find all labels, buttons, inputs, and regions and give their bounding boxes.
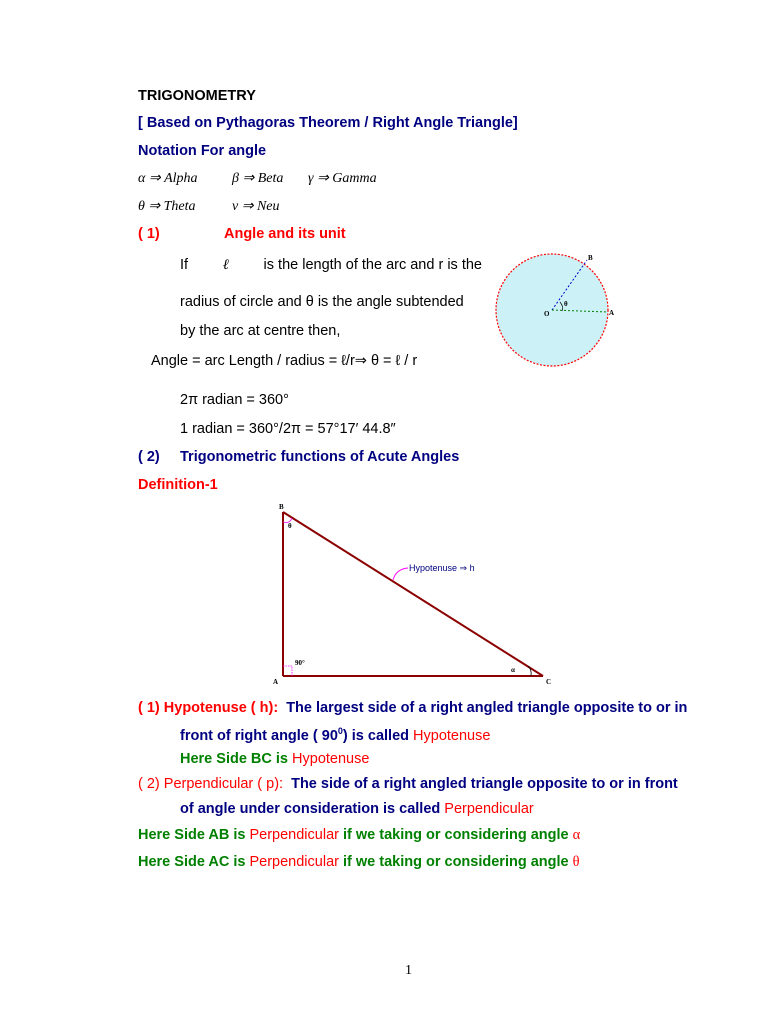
def1-text2a: front of right angle ( 90 — [180, 727, 338, 744]
circle-label-b: B — [588, 254, 593, 262]
notation-alpha: α ⇒ Alpha — [138, 171, 198, 186]
triangle-label-alpha: α — [511, 666, 515, 674]
page-number: 1 — [405, 963, 412, 978]
def1-text2b: ) is called — [342, 727, 409, 744]
def2-ab-d: α — [572, 827, 581, 843]
def1-line1 — [138, 700, 687, 716]
angle-formula: Angle = arc Length / radius = ℓ/r⇒ θ = ℓ / r — [151, 353, 418, 369]
definition-heading: Definition-1 — [138, 477, 218, 493]
hypotenuse-label: Hypotenuse ⇒ h — [409, 563, 475, 573]
def1-text2c: Hypotenuse — [413, 727, 491, 744]
triangle-label-c: C — [546, 678, 552, 686]
def2-ab-a: Here Side AB is — [138, 827, 246, 843]
def2-text1: The side of a right angled triangle opposite to or in front — [291, 776, 678, 792]
notation-nu: ν ⇒ Neu — [232, 199, 280, 214]
circle-label-o: O — [544, 310, 550, 318]
radian-equation-1: 2π radian = 360° — [180, 392, 289, 408]
section1-line3: by the arc at centre then, — [180, 323, 341, 339]
circle-diagram — [490, 246, 620, 376]
def2-line2 — [180, 801, 534, 817]
def2-ac-d: θ — [572, 854, 580, 870]
def2-ac-a: Here Side AC is — [138, 854, 246, 870]
side-bc-hypotenuse — [283, 512, 543, 676]
notation-heading: Notation For angle — [138, 143, 267, 159]
def1-here-line — [180, 751, 369, 767]
def1-superscript: 0 — [337, 726, 343, 736]
triangle-diagram — [270, 498, 560, 688]
def2-term: ( 2) Perpendicular ( p): — [138, 776, 284, 792]
def2-line1 — [138, 776, 678, 792]
def2-ac-c: if we taking or considering angle — [343, 854, 569, 870]
def2-text2a: of angle under consideration is called — [180, 801, 441, 817]
section1-line1 — [180, 257, 482, 274]
section1-number: ( 1) — [138, 226, 160, 242]
def2-ab-c: if we taking or considering angle — [343, 827, 569, 843]
section2-heading: Trigonometric functions of Acute Angles — [180, 449, 460, 465]
def1-here-a: Here Side BC is — [180, 751, 288, 767]
def1-text1: The largest side of a right angled triangle opposite to or in — [286, 700, 688, 716]
section1-line2: radius of circle and θ is the angle subtended — [180, 294, 464, 310]
hypotenuse-pointer — [393, 568, 408, 580]
notation-theta: θ ⇒ Theta — [138, 199, 196, 214]
circle-label-a: A — [609, 309, 615, 317]
right-angle-mark — [283, 666, 292, 676]
notation-gamma: γ ⇒ Gamma — [308, 171, 377, 186]
def1-term: ( 1) Hypotenuse ( h): — [138, 700, 279, 716]
page-title: TRIGONOMETRY — [138, 88, 256, 104]
def2-ac-line — [138, 854, 580, 871]
circle-label-theta: θ — [564, 300, 568, 308]
def2-ac-b: Perpendicular — [249, 854, 339, 870]
notation-beta: β ⇒ Beta — [232, 171, 284, 186]
triangle-label-90: 90° — [295, 659, 305, 667]
section1-line1-rest: is the length of the arc and r is the — [263, 257, 482, 273]
page-subtitle: [ Based on Pythagoras Theorem / Right Angle Triangle] — [138, 115, 518, 131]
def2-ab-b: Perpendicular — [249, 827, 339, 843]
radian-equation-2: 1 radian = 360°/2π = 57°17′ 44.8″ — [180, 421, 396, 437]
triangle-label-theta: θ — [288, 522, 292, 530]
ell-symbol: ℓ — [222, 257, 229, 273]
def2-text2b: Perpendicular — [444, 801, 534, 817]
triangle-label-a: A — [273, 678, 279, 686]
triangle-label-b: B — [279, 503, 284, 511]
section1-heading: Angle and its unit — [224, 226, 346, 242]
section2-number: ( 2) — [138, 449, 160, 465]
def1-line2 — [180, 726, 490, 744]
def2-ab-line — [138, 827, 580, 844]
def1-here-b: Hypotenuse — [292, 751, 370, 767]
section1-line1-if: If — [180, 257, 189, 273]
